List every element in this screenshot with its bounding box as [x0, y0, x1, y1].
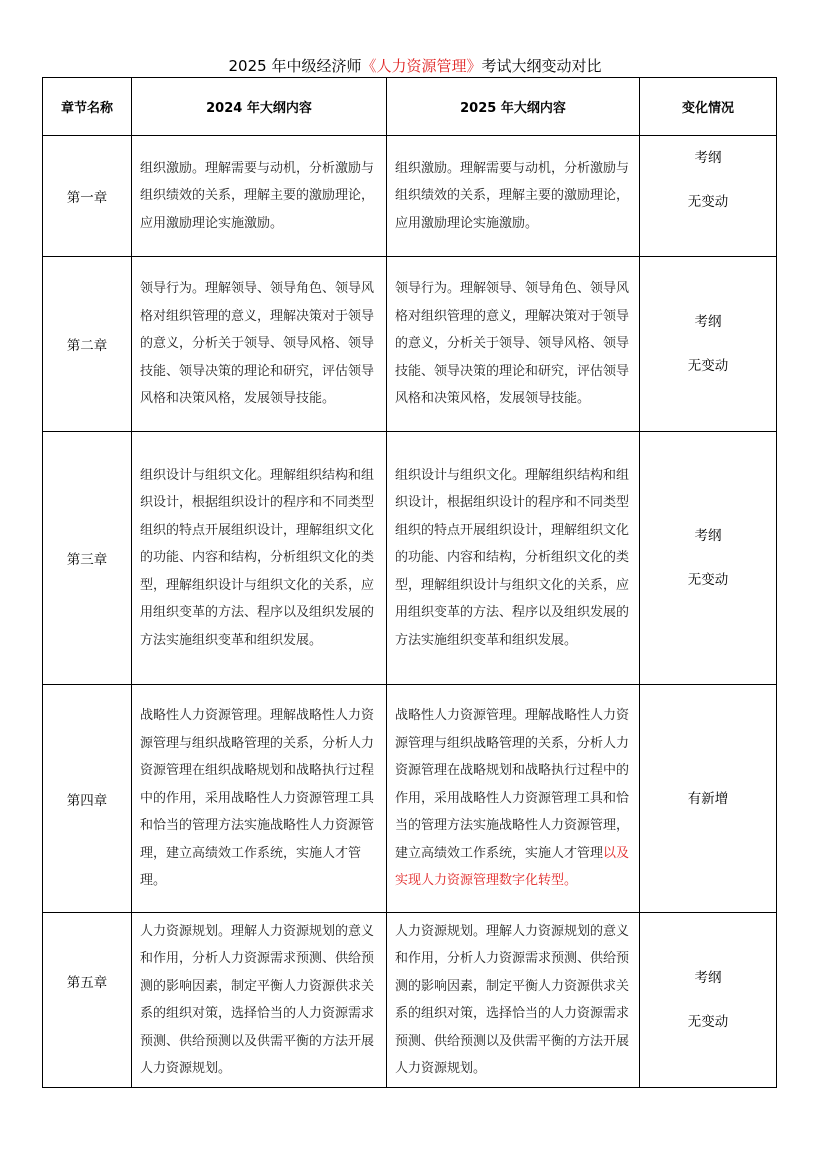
- old-content-cell: 组织设计与组织文化。理解组织结构和组织设计，根据组织设计的程序和不同类型组织的特点开展组织设计，理解组织文化的功能、内容和结构，分析组织文化的类型，理解组织设计与组织文化的关系，应用组织变革的方法、程序以及组织发展的方法实施组织变革和组织发展。: [132, 432, 387, 685]
- chapter-cell: 第四章: [43, 685, 132, 913]
- new-content-text: 组织激励。理解需要与动机，分析激励与组织绩效的关系，理解主要的激励理论，应用激励理论实施激励。: [395, 160, 630, 231]
- status-line-1: 考纲: [694, 150, 722, 166]
- header-2025-content: 2025 年大纲内容: [387, 78, 640, 136]
- new-content-cell: [387, 136, 640, 257]
- old-content-cell: 组织激励。理解需要与动机，分析激励与组织绩效的关系，理解主要的激励理论，应用激励理论实施激励。: [132, 136, 387, 257]
- old-content-cell: 领导行为。理解领导、领导角色、领导风格对组织管理的意义，理解决策对于领导的意义，分析关于领导、领导风格、领导技能、领导决策的理论和研究，评估领导风格和决策风格，发展领导技能。: [132, 257, 387, 432]
- status-line-2: 无变动: [687, 358, 729, 374]
- status-line-2: 无变动: [687, 1014, 729, 1030]
- table-row: [43, 913, 777, 1088]
- new-content-cell: [387, 685, 640, 913]
- new-content-text: 战略性人力资源管理。理解战略性人力资源管理与组织战略管理的关系，分析人力资源管理在战略规划和战略执行过程中的作用，采用战略性人力资源管理工具和恰当的管理方法实施战略性人力资源管理，建立高绩效工作系统，实施人才管理: [395, 708, 630, 861]
- page-title: [0, 55, 830, 76]
- status-cell: [640, 257, 777, 432]
- new-content-text: 领导行为。理解领导、领导角色、领导风格对组织管理的意义，理解决策对于领导的意义，分析关于领导、领导风格、领导技能、领导决策的理论和研究，评估领导风格和决策风格，发展领导技能。: [395, 281, 630, 407]
- chapter-cell: 第五章: [43, 913, 132, 1088]
- table-row: [43, 685, 777, 913]
- new-content-cell: [387, 913, 640, 1088]
- old-content-cell: 战略性人力资源管理。理解战略性人力资源管理与组织战略管理的关系，分析人力资源管理在组织战略规划和战略执行过程中的作用，采用战略性人力资源管理工具和恰当的管理方法实施战略性人力资源管理，建立高绩效工作系统，实施人才管理。: [132, 685, 387, 913]
- syllabus-comparison-table: [42, 77, 777, 1088]
- status-line-1: 考纲: [694, 970, 722, 986]
- table-row: [43, 432, 777, 685]
- new-content-cell: [387, 432, 640, 685]
- table-row: [43, 257, 777, 432]
- status-cell: [640, 432, 777, 685]
- title-highlight: 《人力资源管理》: [361, 57, 482, 75]
- header-2024-content: 2024 年大纲内容: [132, 78, 387, 136]
- status-cell: [640, 685, 777, 913]
- status-line-1: 有新增: [687, 790, 729, 807]
- chapter-cell: 第三章: [43, 432, 132, 685]
- status-cell: [640, 913, 777, 1088]
- old-content-cell: 人力资源规划。理解人力资源规划的意义和作用，分析人力资源需求预测、供给预测的影响因素，制定平衡人力资源供求关系的组织对策，选择恰当的人力资源需求预测、供给预测以及供需平衡的方法开展人力资源规划。: [132, 913, 387, 1088]
- chapter-cell: 第二章: [43, 257, 132, 432]
- new-content-text: 组织设计与组织文化。理解组织结构和组织设计，根据组织设计的程序和不同类型组织的特点开展组织设计，理解组织文化的功能、内容和结构，分析组织文化的类型，理解组织设计与组织文化的关系，应用组织变革的方法、程序以及组织发展的方法实施组织变革和组织发展。: [395, 467, 630, 648]
- header-change: 变化情况: [640, 78, 777, 136]
- status-line-1: 考纲: [694, 314, 722, 330]
- new-content-added-text: 以及实现人力资源管理数字化转型。: [395, 845, 630, 889]
- new-content-text: 人力资源规划。理解人力资源规划的意义和作用，分析人力资源需求预测、供给预测的影响因素，制定平衡人力资源供求关系的组织对策，选择恰当的人力资源需求预测、供给预测以及供需平衡的方法开展人力资源规划。: [395, 923, 630, 1076]
- status-cell: [640, 136, 777, 257]
- status-line-2: 无变动: [687, 572, 729, 588]
- table-row: [43, 136, 777, 257]
- new-content-cell: [387, 257, 640, 432]
- title-suffix: 考试大纲变动对比: [481, 57, 602, 75]
- status-line-1: 考纲: [694, 528, 722, 544]
- table-header-row: [43, 78, 777, 136]
- chapter-cell: 第一章: [43, 136, 132, 257]
- title-prefix: 2025 年中级经济师: [228, 57, 362, 75]
- status-line-2: 无变动: [687, 194, 729, 210]
- header-chapter: 章节名称: [43, 78, 132, 136]
